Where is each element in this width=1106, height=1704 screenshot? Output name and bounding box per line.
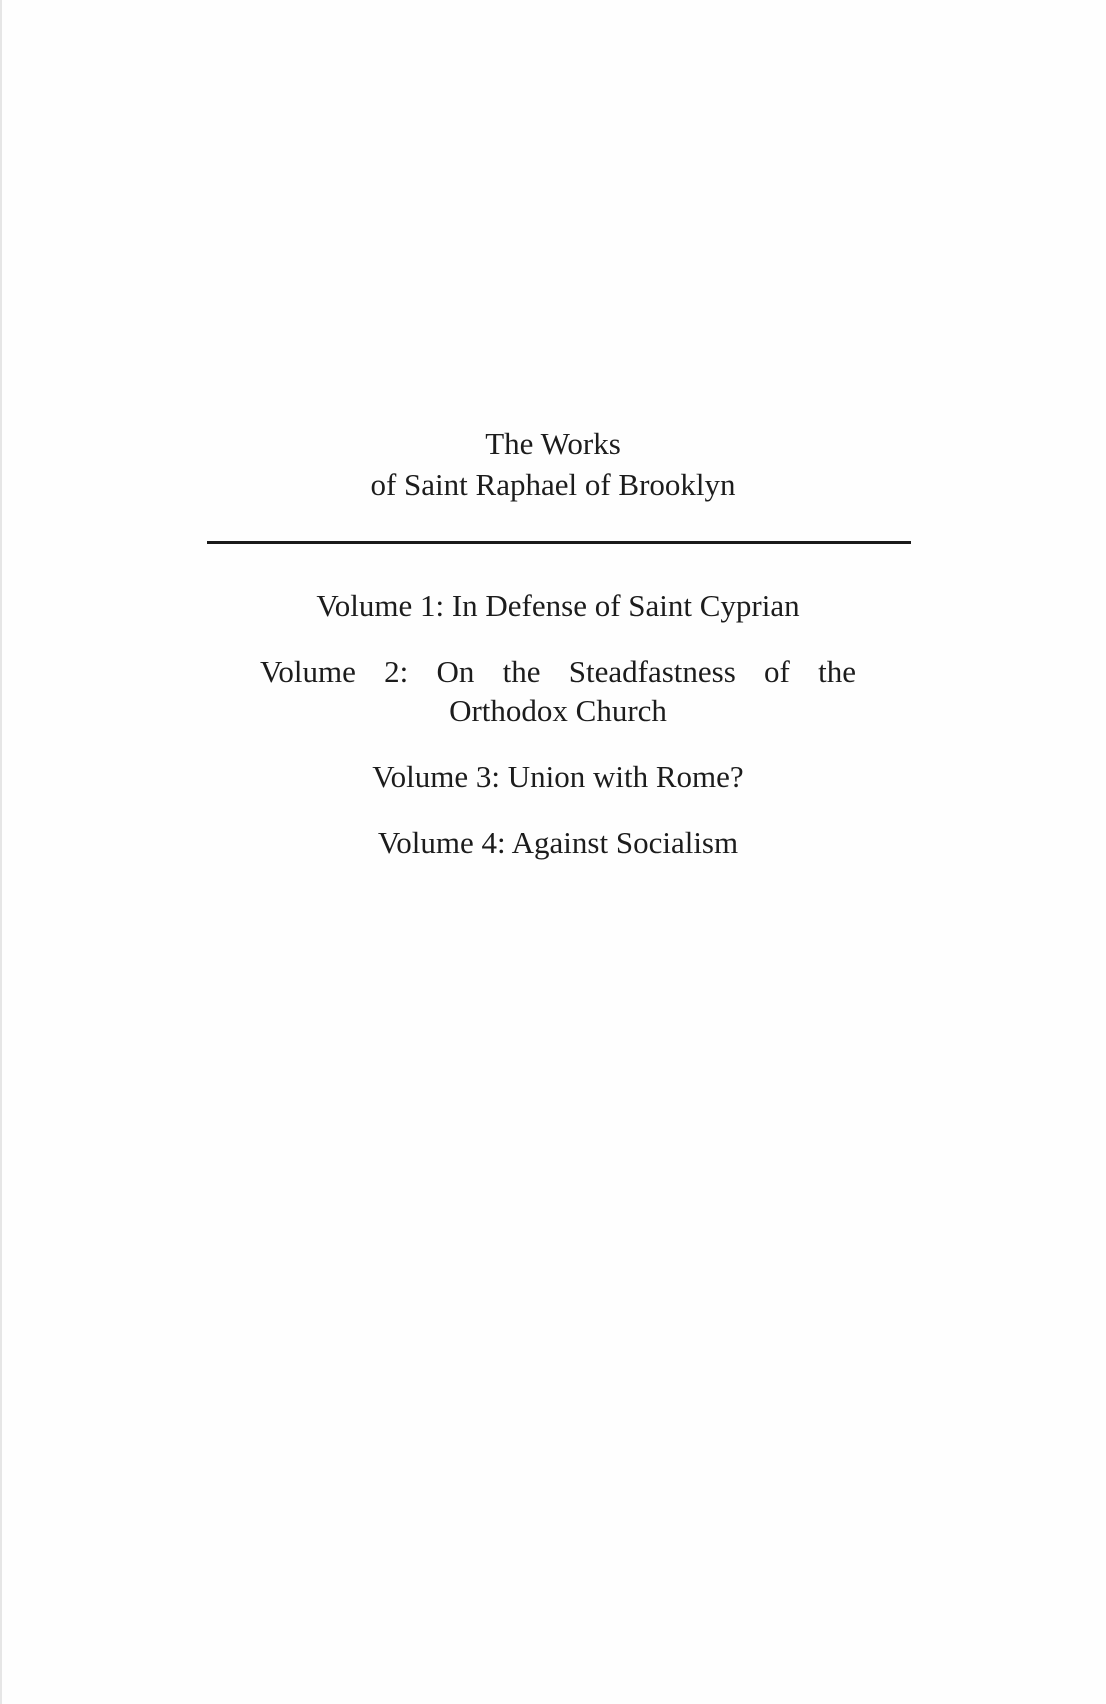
volume-item-3: Volume 3: Union with Rome?: [372, 759, 744, 794]
volume-item-1: Volume 1: In Defense of Saint Cyprian: [316, 588, 800, 623]
series-title-line-2: of Saint Raphael of Brooklyn: [370, 467, 736, 502]
page-edge: [0, 0, 2, 1704]
title-divider: [207, 541, 911, 544]
volume-item-2: Volume 2: On the Steadfastness of the Orthodox Church: [260, 654, 856, 728]
series-title: [0, 423, 1106, 505]
volume-item-4: Volume 4: Against Socialism: [377, 825, 739, 860]
volume-list: [260, 586, 856, 889]
series-title-line-1: The Works: [485, 426, 621, 461]
